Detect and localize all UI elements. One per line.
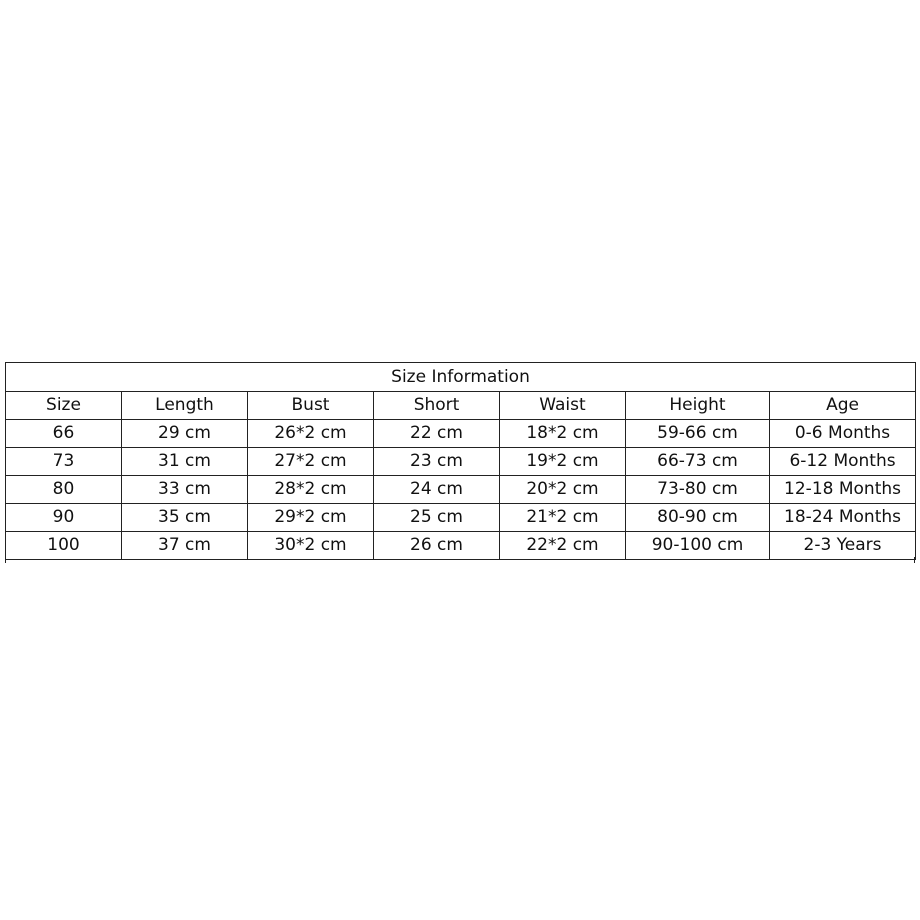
- cell-length: 37 cm: [122, 532, 248, 560]
- cell-length: 33 cm: [122, 476, 248, 504]
- table-row: [6, 476, 916, 504]
- column-header-length: Length: [122, 392, 248, 420]
- cell-short: 25 cm: [374, 504, 500, 532]
- column-header-age: Age: [770, 392, 916, 420]
- cell-age: 6-12 Months: [770, 448, 916, 476]
- table-row: [6, 504, 916, 532]
- cell-waist: 22*2 cm: [500, 532, 626, 560]
- cell-bust: 27*2 cm: [248, 448, 374, 476]
- cell-age: 12-18 Months: [770, 476, 916, 504]
- size-information-table: [5, 362, 916, 560]
- cell-height: 73-80 cm: [626, 476, 770, 504]
- cell-waist: 21*2 cm: [500, 504, 626, 532]
- column-header-size: Size: [6, 392, 122, 420]
- edge-stub: [5, 557, 6, 563]
- cell-size: 73: [6, 448, 122, 476]
- cell-length: 31 cm: [122, 448, 248, 476]
- cell-length: 29 cm: [122, 420, 248, 448]
- cell-height: 59-66 cm: [626, 420, 770, 448]
- table-row: [6, 448, 916, 476]
- cell-age: 0-6 Months: [770, 420, 916, 448]
- column-header-waist: Waist: [500, 392, 626, 420]
- table-edge-stubs: [5, 557, 915, 563]
- column-header-bust: Bust: [248, 392, 374, 420]
- cell-length: 35 cm: [122, 504, 248, 532]
- cell-waist: 19*2 cm: [500, 448, 626, 476]
- edge-stub: [914, 557, 915, 563]
- cell-short: 22 cm: [374, 420, 500, 448]
- cell-size: 90: [6, 504, 122, 532]
- cell-age: 2-3 Years: [770, 532, 916, 560]
- cell-height: 90-100 cm: [626, 532, 770, 560]
- table-title: Size Information: [6, 363, 916, 392]
- cell-height: 80-90 cm: [626, 504, 770, 532]
- cell-size: 100: [6, 532, 122, 560]
- table-row: [6, 420, 916, 448]
- cell-age: 18-24 Months: [770, 504, 916, 532]
- table-row: [6, 532, 916, 560]
- cell-bust: 30*2 cm: [248, 532, 374, 560]
- cell-bust: 29*2 cm: [248, 504, 374, 532]
- cell-bust: 28*2 cm: [248, 476, 374, 504]
- cell-short: 26 cm: [374, 532, 500, 560]
- cell-bust: 26*2 cm: [248, 420, 374, 448]
- column-header-short: Short: [374, 392, 500, 420]
- table-title-row: [6, 363, 916, 392]
- table-header-row: [6, 392, 916, 420]
- cell-short: 24 cm: [374, 476, 500, 504]
- cell-size: 66: [6, 420, 122, 448]
- column-header-height: Height: [626, 392, 770, 420]
- cell-waist: 18*2 cm: [500, 420, 626, 448]
- cell-waist: 20*2 cm: [500, 476, 626, 504]
- cell-size: 80: [6, 476, 122, 504]
- cell-short: 23 cm: [374, 448, 500, 476]
- cell-height: 66-73 cm: [626, 448, 770, 476]
